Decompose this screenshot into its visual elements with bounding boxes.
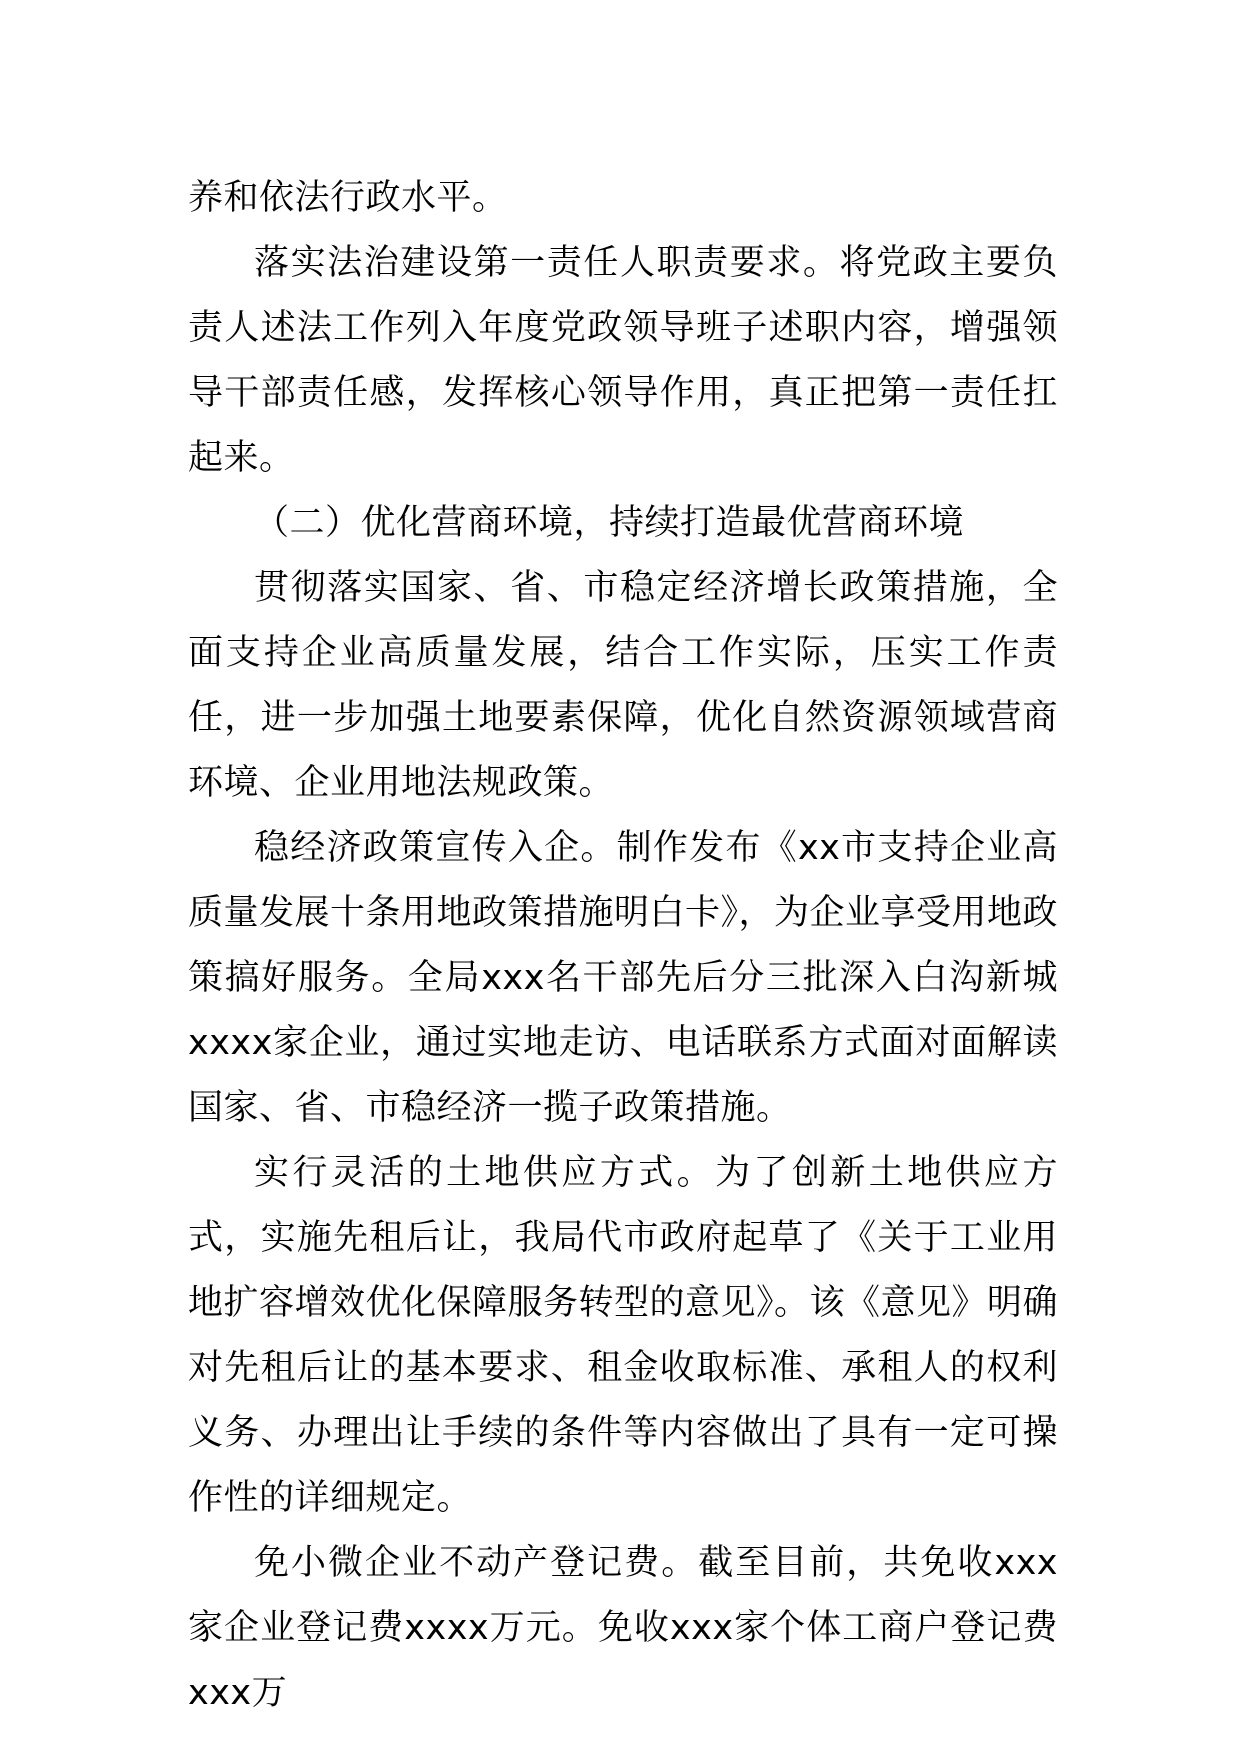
paragraph-legal-responsibility: 落实法治建设第一责任人职责要求。将党政主要负责人述法工作列入年度党政领导班子述职内容，增强领导干部责任感，发挥核心领导作用，真正把第一责任扛起来。 [188, 243, 1058, 478]
section-heading-business-environment: （二）优化营商环境，持续打造最优营商环境 [254, 503, 965, 543]
paragraph-land-supply: 实行灵活的土地供应方式。为了创新土地供应方式，实施先租后让，我局代市政府起草了《关于工业用地扩容增效优化保障服务转型的意见》。该《意见》明确对先租后让的基本要求、租金收取标准、承租人的权利义务、办理出让手续的条件等内容做出了具有一定可操作性的详细规定。 [188, 1153, 1059, 1518]
paragraph-policy-promotion: 稳经济政策宣传入企。制作发布《xx市支持企业高质量发展十条用地政策措施明白卡》，为企业享受用地政策搞好服务。全局xxx名干部先后分三批深入白沟新城xxxx家企业，通过实地走访、电话联系方式面对面解读国家、省、市稳经济一揽子政策措施。 [188, 828, 1059, 1128]
paragraph-continuation: 养和依法行政水平。 [188, 178, 508, 218]
paragraph-fee-exemption: 免小微企业不动产登记费。截至目前，共免收xxx家企业登记费xxxx万元。免收xxx家个体工商户登记费xxx万 [188, 1543, 1058, 1713]
paragraph-economic-policy: 贯彻落实国家、省、市稳定经济增长政策措施，全面支持企业高质量发展，结合工作实际，压实工作责任，进一步加强土地要素保障，优化自然资源领域营商环境、企业用地法规政策。 [188, 568, 1058, 803]
document-body [188, 166, 1058, 1726]
